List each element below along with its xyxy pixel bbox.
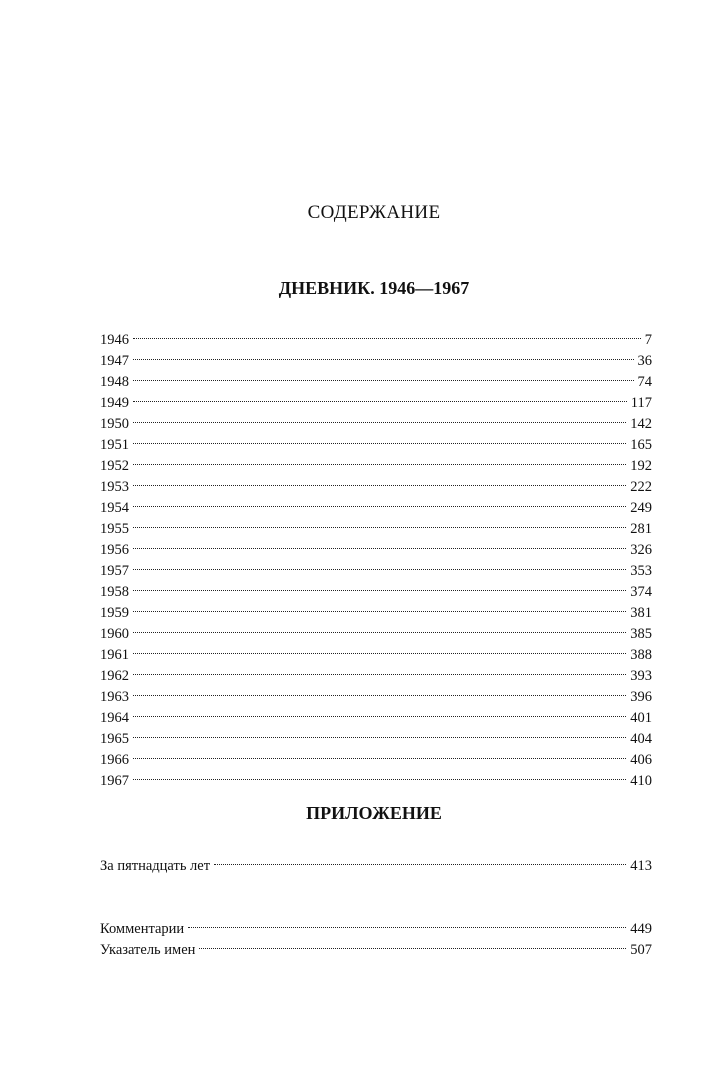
dot-leader [133,365,636,386]
toc-entry-page-number: 7 [644,332,652,348]
dot-leader [133,596,628,617]
toc-entry-label: 1949 [100,395,129,411]
dot-leader [133,323,643,344]
toc-entry-label: 1962 [100,668,129,684]
toc-entry [100,575,652,600]
dot-leader [133,701,628,722]
toc-entry-label: 1946 [100,332,129,348]
dot-leader [133,512,628,533]
toc-entry-page-number: 142 [630,416,652,432]
dot-leader [133,764,628,785]
toc-entry-page-number: 326 [630,542,652,558]
dot-leader [133,554,628,575]
appendix-toc-list [100,849,652,874]
toc-entry-page-number: 410 [630,773,652,789]
toc-entry [100,470,652,495]
toc-entry-label: 1957 [100,563,129,579]
toc-entry-page-number: 406 [630,752,652,768]
toc-entry-label: Комментарии [100,921,185,937]
toc-entry-page-number: 404 [630,731,652,747]
toc-entry-page-number: 117 [630,395,652,411]
dot-leader [133,575,628,596]
toc-entry [100,428,652,453]
toc-entry-label: 1961 [100,647,129,663]
toc-entry-label: 1948 [100,374,129,390]
toc-entry [100,449,652,474]
dot-leader [133,449,628,470]
toc-entry-label: За пятнадцать лет [100,858,211,874]
toc-entry [100,554,652,579]
toc-entry [100,764,652,789]
toc-entry [100,849,652,874]
toc-entry [100,638,652,663]
dot-leader [133,533,628,554]
toc-entry [100,680,652,705]
toc-entry-page-number: 449 [630,921,652,937]
toc-entry-label: 1958 [100,584,129,600]
toc-entry [100,512,652,537]
dot-leader [133,407,628,428]
toc-entry [100,659,652,684]
toc-entry [100,617,652,642]
toc-entry-label: 1953 [100,479,129,495]
toc-entry-page-number: 165 [630,437,652,453]
dot-leader [133,659,628,680]
toc-entry-label: 1950 [100,416,129,432]
toc-entry [100,344,652,369]
toc-entry-page-number: 74 [637,374,652,390]
toc-entry [100,596,652,621]
toc-entry-page-number: 192 [630,458,652,474]
toc-entry-page-number: 396 [630,689,652,705]
toc-entry-page-number: 388 [630,647,652,663]
dot-leader [199,933,628,954]
dot-leader [133,491,628,512]
toc-entry-label: 1959 [100,605,129,621]
diary-section-heading: ДНЕВНИК. 1946—1967 [278,278,470,298]
toc-entry-page-number: 401 [630,710,652,726]
toc-entry-page-number: 393 [630,668,652,684]
toc-entry [100,323,652,348]
toc-entry [100,722,652,747]
dot-leader [133,638,628,659]
toc-entry [100,365,652,390]
toc-entry [100,701,652,726]
toc-entry [100,743,652,768]
toc-entry-label: 1951 [100,437,129,453]
toc-entry-page-number: 385 [630,626,652,642]
toc-entry-label: 1960 [100,626,129,642]
toc-entry-page-number: 249 [630,500,652,516]
toc-entry-label: 1965 [100,731,129,747]
toc-entry-page-number: 374 [630,584,652,600]
toc-entry-label: 1967 [100,773,129,789]
dot-leader [133,743,628,764]
toc-entry-page-number: 36 [637,353,652,369]
toc-entry-label: Указатель имен [100,942,196,958]
toc-entry-page-number: 222 [630,479,652,495]
dot-leader [133,470,628,491]
toc-entry-page-number: 381 [630,605,652,621]
toc-entry-label: 1947 [100,353,129,369]
toc-entry-label: 1964 [100,710,129,726]
toc-entry [100,533,652,558]
dot-leader [188,912,628,933]
page-title: СОДЕРЖАНИЕ [307,202,441,223]
toc-entry-label: 1955 [100,521,129,537]
dot-leader [133,344,636,365]
toc-entry-label: 1954 [100,500,129,516]
dot-leader [133,680,628,701]
dot-leader [133,617,628,638]
toc-entry-page-number: 353 [630,563,652,579]
dot-leader [133,722,628,743]
dot-leader [133,386,629,407]
toc-entry [100,386,652,411]
toc-entry [100,912,652,937]
toc-entry-label: 1956 [100,542,129,558]
toc-entry-label: 1966 [100,752,129,768]
toc-entry [100,407,652,432]
toc-entry-page-number: 281 [630,521,652,537]
toc-entry-label: 1963 [100,689,129,705]
dot-leader [133,428,628,449]
toc-entry-page-number: 507 [630,942,652,958]
back-matter-toc-list [100,912,652,958]
dot-leader [214,849,628,870]
appendix-section-heading: ПРИЛОЖЕНИЕ [306,803,442,823]
diary-toc-list [100,323,652,789]
toc-entry [100,491,652,516]
toc-entry-label: 1952 [100,458,129,474]
toc-entry-page-number: 413 [630,858,652,874]
